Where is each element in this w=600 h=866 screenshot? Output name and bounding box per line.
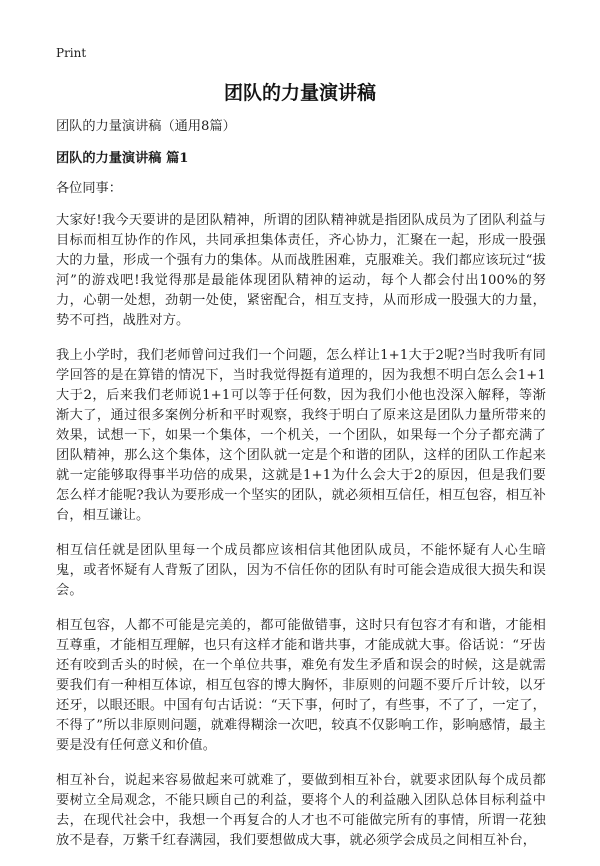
- paragraph-one-plus-one: 我上小学时，我们老师曾问过我们一个问题，怎么样让1+1大于2呢?当时我听有同学回答的是在算错的情况下，当时我觉得挺有道理的，因为我想不明白怎么会1+1大于2，后来我们老师说1+1可以等于任何数，因为我们小他也没深入解释，等渐渐大了，通过很多案例分析和平时观察，我终于明白了原来这是团队力量所带来的效果，试想一下，如果一个集体，一个机关，一个团队，如果每一个分子都充满了团队精神，那么这个集体，这个团队就一定是个和谐的团队，这样的团队工作起来就一定能够取得事半功倍的成果，这就是1+1为什么会大于2的原因，但是我们要怎么样才能呢?我认为要形成一个坚实的团队，就必须相互信任，相互包容，相互补台，相互谦让。: [56, 348, 546, 523]
- paragraph-mutual-tolerance: 相互包容，人都不可能是完美的，都可能做错事，这时只有包容才有和谐，才能相互尊重，才能相互理解，也只有这样才能和谐共事，才能成就大事。俗话说：“牙齿还有咬到舌头的时候，在一个单位共事，难免有发生矛盾和误会的时候，这是就需要我们有一种相互体谅，相互包容的博大胸怀，非原则的问题不要斤斤计较，以牙还牙，以眼还眼。中国有句古话说：“天下事，何时了，有些事，不了了，一定了，不得了”所以非原则问题，就难得糊涂一次吧，较真不仅影响工作，影响感情，最主要是没有任何意义和价值。: [56, 618, 546, 753]
- section-heading: 团队的力量演讲稿 篇1: [56, 151, 189, 166]
- page-title: 团队的力量演讲稿: [223, 82, 376, 104]
- document-body: [56, 118, 546, 866]
- paragraph-team-spirit: 大家好!我今天要讲的是团队精神，所谓的团队精神就是指团队成员为了团队利益与目标而相互协作的作风，共同承担集体责任，齐心协力，汇聚在一起，形成一股强大的力量，形成一个强有力的集体。从而战胜困难，克服难关。我们都应该玩过“拔河”的游戏吧!我觉得那是最能体现团队精神的运动，每个人都会付出100%的努力，心朝一处想，劲朝一处使，紧密配合，相互支持，从而形成一股强大的力量，势不可挡，战胜对方。: [56, 213, 546, 328]
- paragraph-mutual-support: 相互补台，说起来容易做起来可就难了，要做到相互补台，就要求团队每个成员都要树立全局观念，不能只顾自己的利益，要将个人的利益融入团队总体目标利益中去，在现代社会中，我想一个再复合的人才也不可能做完所有的事情，所谓一花独放不是春，万紫千红春满园，我们要想做成大事，就必须学会成员之间相互补台，: [56, 773, 546, 848]
- paragraph-mutual-trust: 相互信任就是团队里每一个成员都应该相信其他团队成员，不能怀疑有人心生暗鬼，或者怀疑有人背叛了团队，因为不信任你的团队有时可能会造成很大损失和误会。: [56, 543, 546, 598]
- print-link[interactable]: Print: [56, 46, 87, 60]
- document-subtitle: 团队的力量演讲稿（通用8篇）: [56, 119, 236, 134]
- greeting: 各位同事：: [56, 181, 122, 196]
